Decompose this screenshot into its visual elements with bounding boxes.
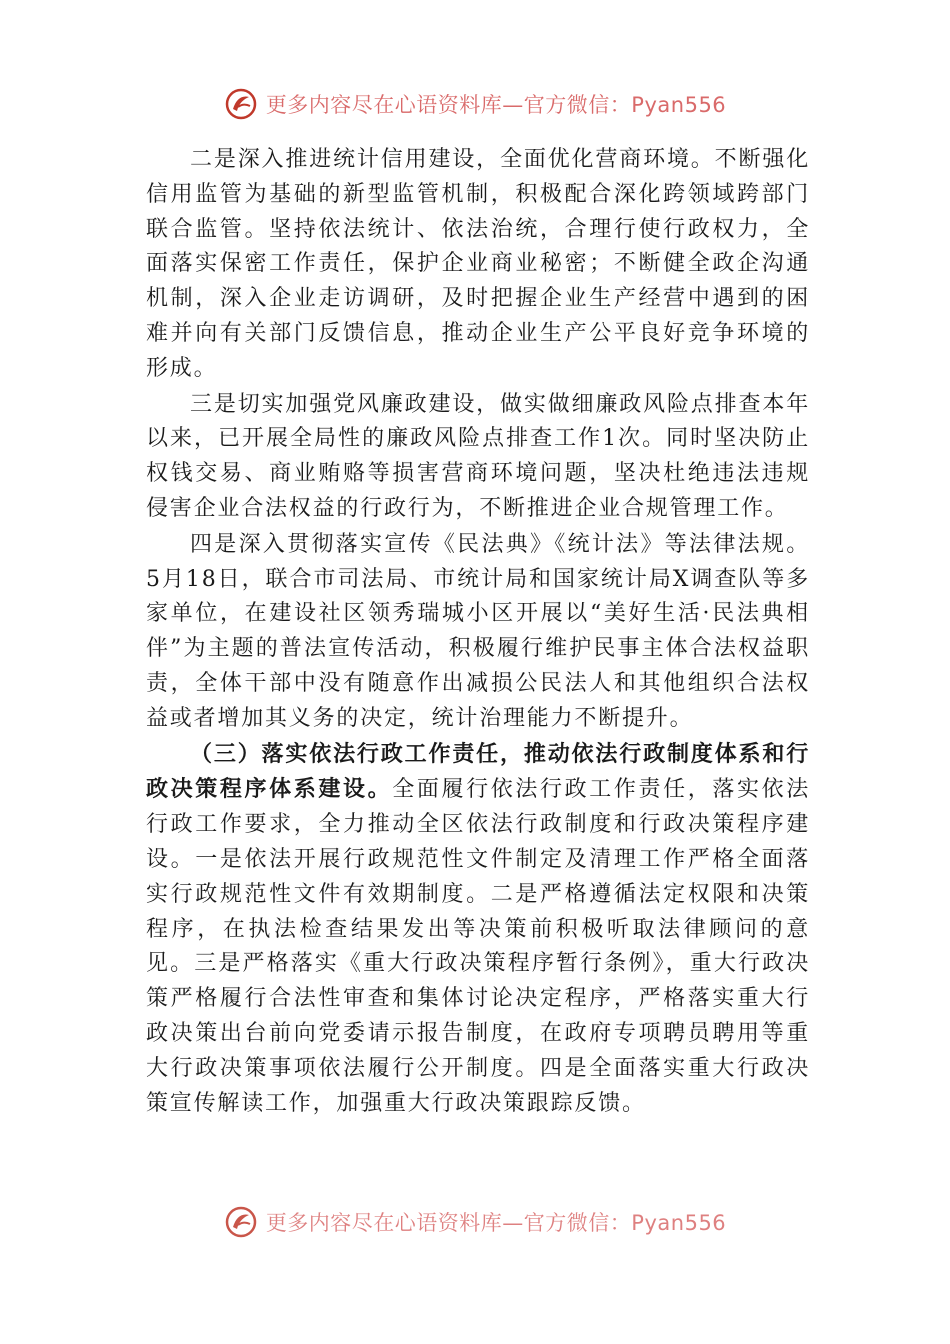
watermark-text: 更多内容尽在心语资料库—官方微信：Pyan556 (265, 1211, 727, 1235)
section-heading: （三）落实依法行政工作责任，推动依法行政制度体系和行政决策程序体系建设。 (146, 740, 810, 803)
watermark-text: 更多内容尽在心语资料库—官方微信：Pyan556 (265, 93, 727, 117)
document-body (146, 142, 810, 1121)
paragraph-text: 三是切实加强党风廉政建设，做实做细廉政风险点排查本年以来，已开展全局性的廉政风险点排查工作1次。同时坚决防止权钱交易、商业贿赂等损害营商环境问题，坚决杜绝违法违规侵害企业合法权益的行政行为，不断推进企业合规管理工作。 (146, 391, 810, 521)
paragraph-text: 二是深入推进统计信用建设，全面优化营商环境。不断强化信用监管为基础的新型监管机制，积极配合深化跨领域跨部门联合监管。坚持依法统计、依法治统，合理行使行政权力，全面落实保密工作责任，保护企业商业秘密；不断健全政企沟通机制，深入企业走访调研，及时把握企业生产经营中遇到的困难并向有关部门反馈信息，推动企业生产公平良好竞争环境的形成。 (146, 147, 810, 381)
paragraph-section-three (146, 737, 810, 1122)
handprint-circle-logo-icon (224, 1205, 258, 1239)
paragraph-text: 四是深入贯彻落实宣传《民法典》《统计法》等法律法规。5月18日，联合市司法局、市统计局和国家统计局X调查队等多家单位，在建设社区领秀瑞城小区开展以“美好生活·民法典相伴”为主题的普法宣传活动，积极履行维护民事主体合法权益职责，全体干部中没有随意作出减损公民法人和其他组织合法权益或者增加其义务的决定，统计治理能力不断提升。 (146, 531, 810, 731)
paragraph-integrity (146, 387, 810, 527)
paragraph-text: 全面履行依法行政工作责任，落实依法行政工作要求，全力推动全区依法行政制度和行政决策程序建设。一是依法开展行政规范性文件制定及清理工作严格全面落实行政规范性文件有效期制度。二是严格遵循法定权限和决策程序，在执法检查结果发出等决策前积极听取法律顾问的意见。三是严格落实《重大行政决策程序暂行条例》，重大行政决策严格履行合法性审查和集体讨论决定程序，严格落实重大行政决策出台前向党委请示报告制度，在政府专项聘员聘用等重大行政决策事项依法履行公开制度。四是全面落实重大行政决策宣传解读工作，加强重大行政决策跟踪反馈。 (146, 777, 810, 1116)
paragraph-civil-code (146, 527, 810, 737)
handprint-circle-logo-icon (224, 87, 258, 121)
header-watermark (0, 84, 950, 124)
paragraph-credit (146, 142, 810, 387)
footer-watermark (0, 1202, 950, 1242)
